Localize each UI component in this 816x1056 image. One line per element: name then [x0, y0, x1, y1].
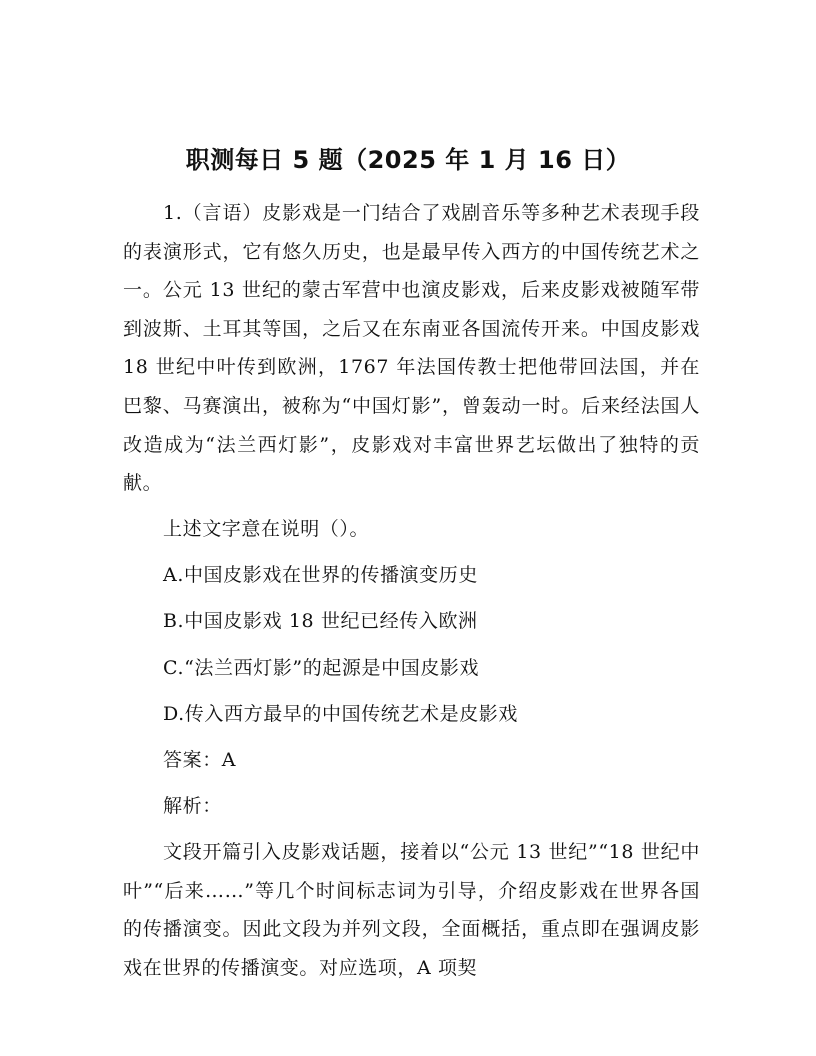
option-c: C.“法兰西灯影”的起源是中国皮影戏 [163, 656, 480, 679]
question-prompt: 上述文字意在说明（）。 [163, 518, 370, 541]
document-title: 职测每日 5 题（2025 年 1 月 16 日） [185, 146, 631, 174]
document-body [123, 194, 700, 987]
analysis-label: 解析： [163, 794, 222, 817]
option-b: B.中国皮影戏 18 世纪已经传入欧洲 [163, 610, 478, 633]
option-a: A.中国皮影戏在世界的传播演变历史 [163, 564, 478, 587]
question-paragraph: 1.（言语）皮影戏是一门结合了戏剧音乐等多种艺术表现手段的表演形式，它有悠久历史，也是最早传入西方的中国传统艺术之一。公元 13 世纪的蒙古军营中也演皮影戏，后来皮影戏被随军带到波斯、土耳其等国，之后又在东南亚各国流传开来。中国皮影戏 18 世纪中叶传到欧洲，1767 年法国传教士把他带回法国，并在巴黎、马赛演出，被称为“中国灯影”，曾轰动一时。后来经法国人改造成为“法兰西灯影”，皮影戏对丰富世界艺坛做出了独特的贡献。 [123, 202, 700, 495]
option-d: D.传入西方最早的中国传统艺术是皮影戏 [163, 702, 518, 725]
answer-line: 答案：A [163, 748, 237, 771]
analysis-paragraph: 文段开篇引入皮影戏话题，接着以“公元 13 世纪”“18 世纪中叶”“后来……”等几个时间标志词为引导，介绍皮影戏在世界各国的传播演变。因此文段为并列文段，全面概括，重点即在强调皮影戏在世界的传播演变。对应选项，A 项契 [123, 840, 700, 979]
